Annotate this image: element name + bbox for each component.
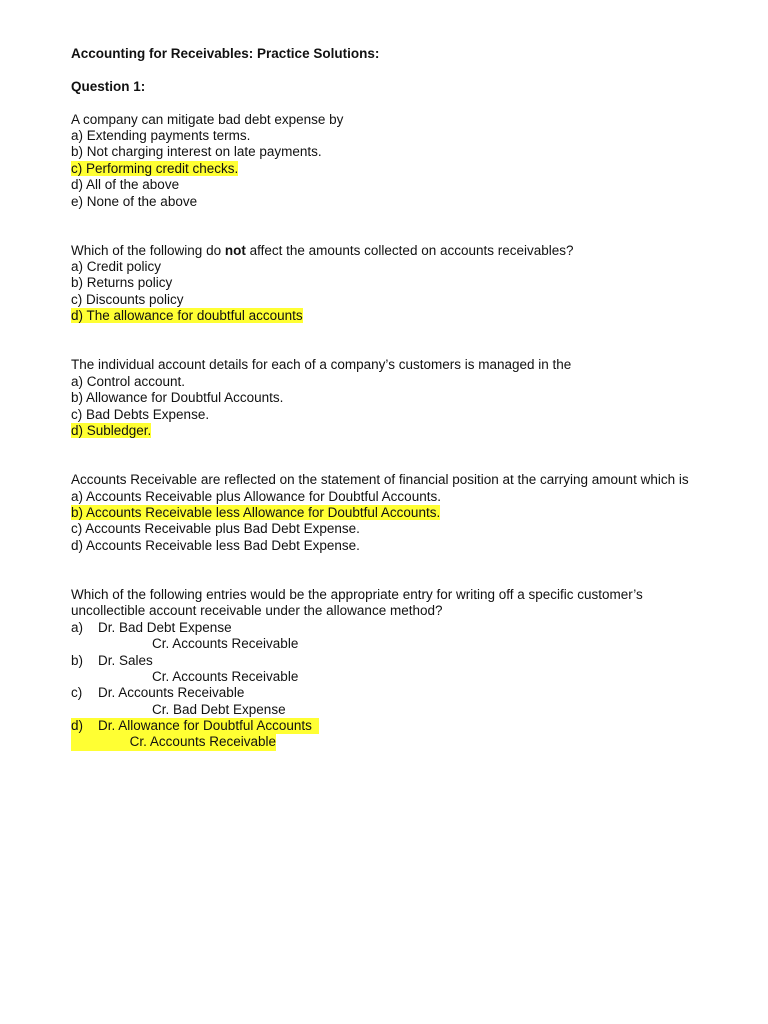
journal-entry-debit <box>71 653 731 669</box>
answer-option-correct: d) The allowance for doubtful accounts <box>71 308 303 324</box>
entry-credit: Cr. Accounts Receivable <box>152 668 299 684</box>
prompt-text: affect the amounts collected on accounts receivables? <box>245 242 574 258</box>
entry-debit: Dr. Bad Debt Expense <box>98 619 232 635</box>
journal-entry-debit <box>71 685 731 701</box>
journal-entry-credit-correct <box>71 734 276 750</box>
answer-option: a) Accounts Receivable plus Allowance for Doubtful Accounts. <box>71 488 441 504</box>
answer-option: b) Allowance for Doubtful Accounts. <box>71 390 284 406</box>
entry-letter: a) <box>71 619 84 635</box>
answer-option: d) All of the above <box>71 177 180 193</box>
answer-option-correct: d) Subledger. <box>71 423 152 439</box>
question-block-4 <box>71 472 731 554</box>
answer-option: e) None of the above <box>71 193 198 209</box>
prompt-text: Which of the following do <box>71 242 225 258</box>
question-prompt <box>71 243 731 259</box>
answer-option: d) Accounts Receivable less Bad Debt Expense. <box>71 537 360 553</box>
question-prompt: Which of the following entries would be the appropriate entry for writing off a specific customer’s <box>71 586 643 602</box>
entry-debit: Dr. Allowance for Doubtful Accounts <box>98 718 312 734</box>
document-page <box>71 46 731 751</box>
document-title: Accounting for Receivables: Practice Solutions: <box>71 46 380 61</box>
question-prompt: Accounts Receivable are reflected on the statement of financial position at the carrying amount which is <box>71 472 689 488</box>
answer-option: a) Extending payments terms. <box>71 127 251 143</box>
question-block-1 <box>71 112 731 210</box>
entry-letter: d) <box>71 718 84 734</box>
answer-option: a) Credit policy <box>71 259 162 275</box>
entry-letter: c) <box>71 685 83 701</box>
answer-option-correct: c) Performing credit checks. <box>71 160 239 176</box>
journal-entry-debit <box>71 620 731 636</box>
journal-entry-debit-correct <box>71 718 319 734</box>
prompt-emphasis: not <box>224 242 246 258</box>
question-prompt: The individual account details for each of a company’s customers is managed in the <box>71 357 572 373</box>
question-block-3 <box>71 357 731 439</box>
entry-credit: Cr. Bad Debt Expense <box>152 701 286 717</box>
answer-option: b) Returns policy <box>71 275 173 291</box>
entry-credit: Cr. Accounts Receivable <box>129 734 276 750</box>
answer-option: a) Control account. <box>71 373 186 389</box>
journal-entry-credit <box>71 636 731 652</box>
entry-debit: Dr. Sales <box>98 652 153 668</box>
question-prompt: uncollectible account receivable under the allowance method? <box>71 603 443 619</box>
answer-option: c) Discounts policy <box>71 291 184 307</box>
question-heading: Question 1: <box>71 78 146 94</box>
answer-option-correct: b) Accounts Receivable less Allowance for Doubtful Accounts. <box>71 504 441 520</box>
entry-debit: Dr. Accounts Receivable <box>98 685 245 701</box>
answer-option: b) Not charging interest on late payments. <box>71 144 322 160</box>
question-block-5 <box>71 587 731 751</box>
journal-entry-credit <box>71 669 731 685</box>
question-prompt: A company can mitigate bad debt expense by <box>71 111 344 127</box>
entry-credit: Cr. Accounts Receivable <box>152 636 299 652</box>
question-block-2 <box>71 243 731 325</box>
entry-letter: b) <box>71 652 84 668</box>
journal-entry-credit <box>71 702 731 718</box>
answer-option: c) Accounts Receivable plus Bad Debt Expense. <box>71 521 360 537</box>
answer-option: c) Bad Debts Expense. <box>71 406 210 422</box>
